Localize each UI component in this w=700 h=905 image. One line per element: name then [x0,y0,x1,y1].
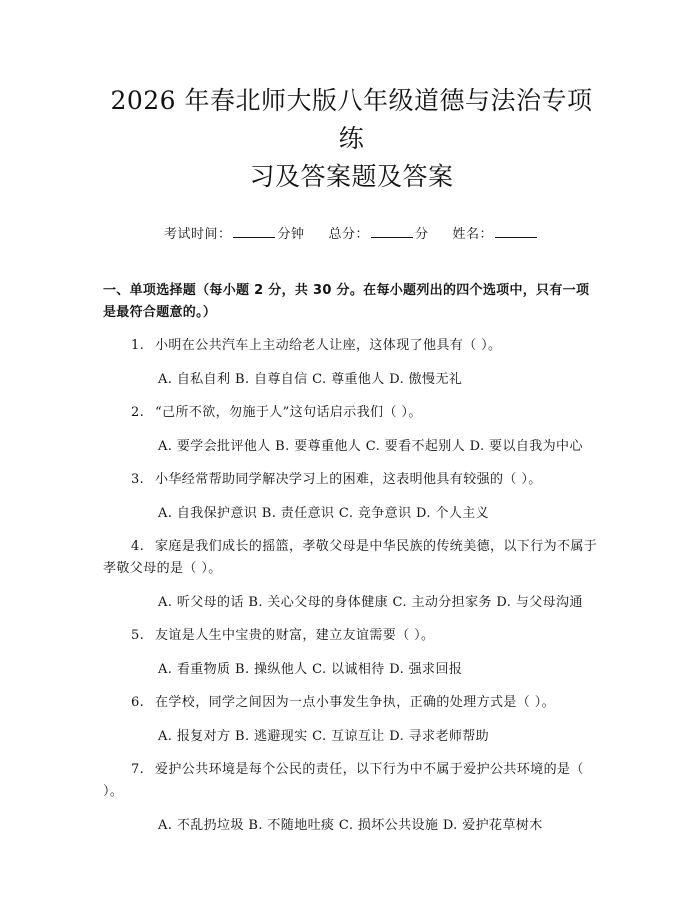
question-list [103,335,600,837]
question-options: A. 报复对方 B. 逃避现实 C. 互谅互让 D. 寻求老师帮助 [158,729,490,744]
question-item [103,759,600,837]
question-item [103,692,600,748]
question-text: 7. 爱护公共环境是每个公民的责任，以下行为中不属于爱护公共环境的是（ ）。 [103,762,584,799]
question-options: A. 自私自利 B. 自尊自信 C. 尊重他人 D. 傲慢无礼 [158,372,463,387]
score-blank [371,225,413,238]
title-line-2: 习及答案题及答案 [249,162,454,191]
question-text: 2. “己所不欲，勿施于人”这句话启示我们（ ）。 [131,405,422,420]
page-title [103,82,600,196]
question-options: A. 自我保护意识 B. 责任意识 C. 竞争意识 D. 个人主义 [158,506,490,521]
question-item [103,625,600,681]
time-field: 考试时间： 分钟 [163,227,305,242]
name-field: 姓名： [453,223,540,242]
question-text: 5. 友谊是人生中宝贵的财富，建立友谊需要（ ）。 [131,628,435,643]
question-text: 6. 在学校，同学之间因为一点小事发生争执，正确的处理方式是（ ）。 [131,695,556,710]
question-item [103,335,600,391]
question-text: 3. 小华经常帮助同学解决学习上的困难，这表明他具有较强的（ ）。 [131,472,542,487]
question-options: A. 要学会批评他人 B. 要尊重他人 C. 要看不起别人 D. 要以自我为中心 [158,439,583,454]
name-blank [495,225,537,238]
question-item [103,469,600,525]
question-text: 1. 小明在公共汽车上主动给老人让座，这体现了他具有（ ）。 [131,338,502,353]
score-field: 总分： 分 [328,227,429,242]
question-item [103,402,600,458]
exam-info [103,223,600,242]
title-line-1: 2026 年春北师大版八年级道德与法治专项练 [110,86,593,153]
time-blank [233,225,275,238]
question-options: A. 听父母的话 B. 关心父母的身体健康 C. 主动分担家务 D. 与父母沟通 [158,595,583,610]
question-options: A. 看重物质 B. 操纵他人 C. 以诚相待 D. 强求回报 [158,662,463,677]
section-heading: 一、单项选择题（每小题 2 分，共 30 分。在每小题列出的四个选项中，只有一项是最符合题意的。） [103,283,590,320]
question-item [103,536,600,614]
question-text: 4. 家庭是我们成长的摇篮，孝敬父母是中华民族的传统美德，以下行为不属于孝敬父母的是（ ）。 [103,539,598,576]
question-options: A. 不乱扔垃圾 B. 不随地吐痰 C. 损坏公共设施 D. 爱护花草树木 [158,818,543,833]
